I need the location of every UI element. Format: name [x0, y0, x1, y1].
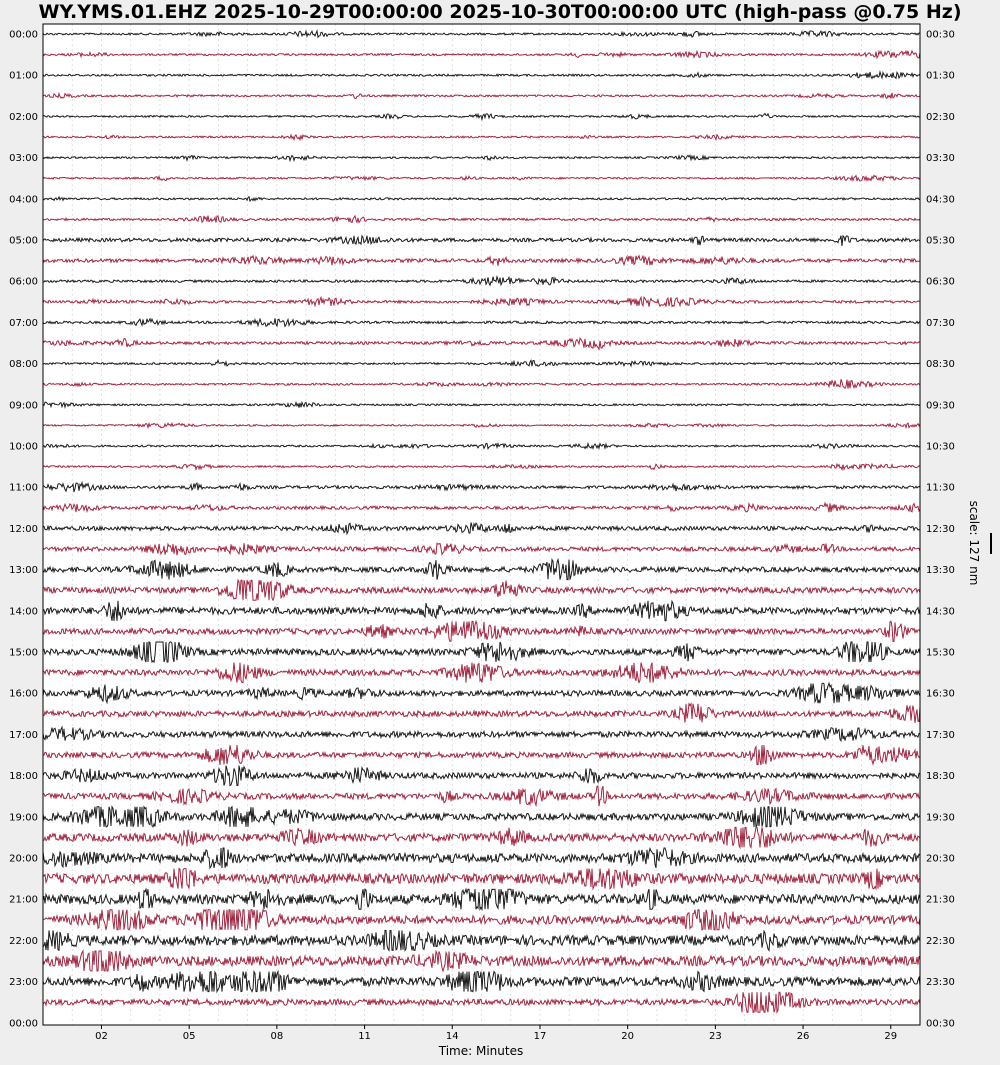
left-hour-label: 10:00: [9, 441, 38, 453]
right-hour-label: 14:30: [926, 606, 955, 618]
left-hour-label: 09:00: [9, 400, 38, 412]
left-hour-label: 00:00: [9, 29, 38, 41]
left-hour-label: 17:00: [9, 729, 38, 741]
right-hour-label: 21:30: [926, 894, 955, 906]
right-hour-label: 00:30: [926, 29, 955, 41]
right-hour-label: 06:30: [926, 276, 955, 288]
right-hour-label: 07:30: [926, 317, 955, 329]
scale-label: scale: 127 nm: [967, 500, 981, 586]
right-hour-label: 23:30: [926, 977, 955, 989]
right-hour-label: 22:30: [926, 935, 955, 947]
right-hour-label: 11:30: [926, 482, 955, 494]
x-tick-label: 05: [182, 1031, 196, 1042]
left-hour-label: 05:00: [9, 235, 38, 247]
left-hour-label: 13:00: [9, 565, 38, 577]
left-hour-label: 07:00: [9, 317, 38, 329]
left-hour-label: 15:00: [9, 647, 38, 659]
right-hour-label: 05:30: [926, 235, 955, 247]
left-hour-label: 08:00: [9, 359, 38, 371]
x-tick-label: 08: [270, 1031, 284, 1042]
right-hour-label: 02:30: [926, 111, 955, 123]
x-axis-label: Time: Minutes: [438, 1044, 524, 1058]
right-hour-label: 01:30: [926, 70, 955, 82]
left-hour-label: 04:00: [9, 194, 38, 206]
right-hour-label: 20:30: [926, 853, 955, 865]
right-hour-label: 09:30: [926, 400, 955, 412]
left-hour-label: 19:00: [9, 812, 38, 824]
right-hour-label: 03:30: [926, 153, 955, 165]
left-hour-label: 06:00: [9, 276, 38, 288]
left-hour-label: 21:00: [9, 894, 38, 906]
x-tick-label: 29: [884, 1031, 898, 1042]
right-hour-label: 19:30: [926, 812, 955, 824]
x-tick-label: 17: [533, 1031, 547, 1042]
right-hour-label: 18:30: [926, 771, 955, 783]
x-tick-label: 02: [95, 1031, 108, 1042]
right-hour-labels: [926, 30, 955, 1030]
left-hour-label: 23:00: [9, 977, 38, 989]
left-hour-label: 14:00: [9, 606, 38, 618]
right-hour-label: 16:30: [926, 688, 955, 700]
left-hour-label: 02:00: [9, 111, 38, 123]
right-hour-label: 17:30: [926, 729, 955, 741]
chart-title: WY.YMS.01.EHZ 2025-10-29T00:00:00 2025-10-30T00:00:00 UTC (high-pass @0.75 Hz): [38, 1, 962, 23]
x-tick-label: 11: [358, 1031, 371, 1042]
x-tick-label: 26: [796, 1031, 810, 1042]
right-hour-label: 04:30: [926, 194, 955, 206]
left-hour-label: 11:00: [9, 482, 38, 494]
left-hour-label: 00:00: [9, 1018, 38, 1030]
left-hour-labels: [9, 30, 38, 1030]
left-hour-label: 03:00: [9, 153, 38, 165]
right-hour-label: 10:30: [926, 441, 955, 453]
x-axis-ticks: [95, 1025, 897, 1042]
left-hour-label: 18:00: [9, 771, 38, 783]
left-hour-label: 20:00: [9, 853, 38, 865]
x-tick-label: 20: [621, 1031, 635, 1042]
right-hour-label: 08:30: [926, 359, 955, 371]
left-hour-label: 16:00: [9, 688, 38, 700]
left-hour-label: 01:00: [9, 70, 38, 82]
right-hour-label: 00:30: [926, 1018, 955, 1030]
right-hour-label: 13:30: [926, 565, 955, 577]
x-tick-label: 23: [708, 1031, 722, 1042]
right-hour-label: 12:30: [926, 523, 955, 535]
left-hour-label: 22:00: [9, 935, 38, 947]
left-hour-label: 12:00: [9, 523, 38, 535]
right-hour-label: 15:30: [926, 647, 955, 659]
x-tick-label: 14: [445, 1031, 459, 1042]
